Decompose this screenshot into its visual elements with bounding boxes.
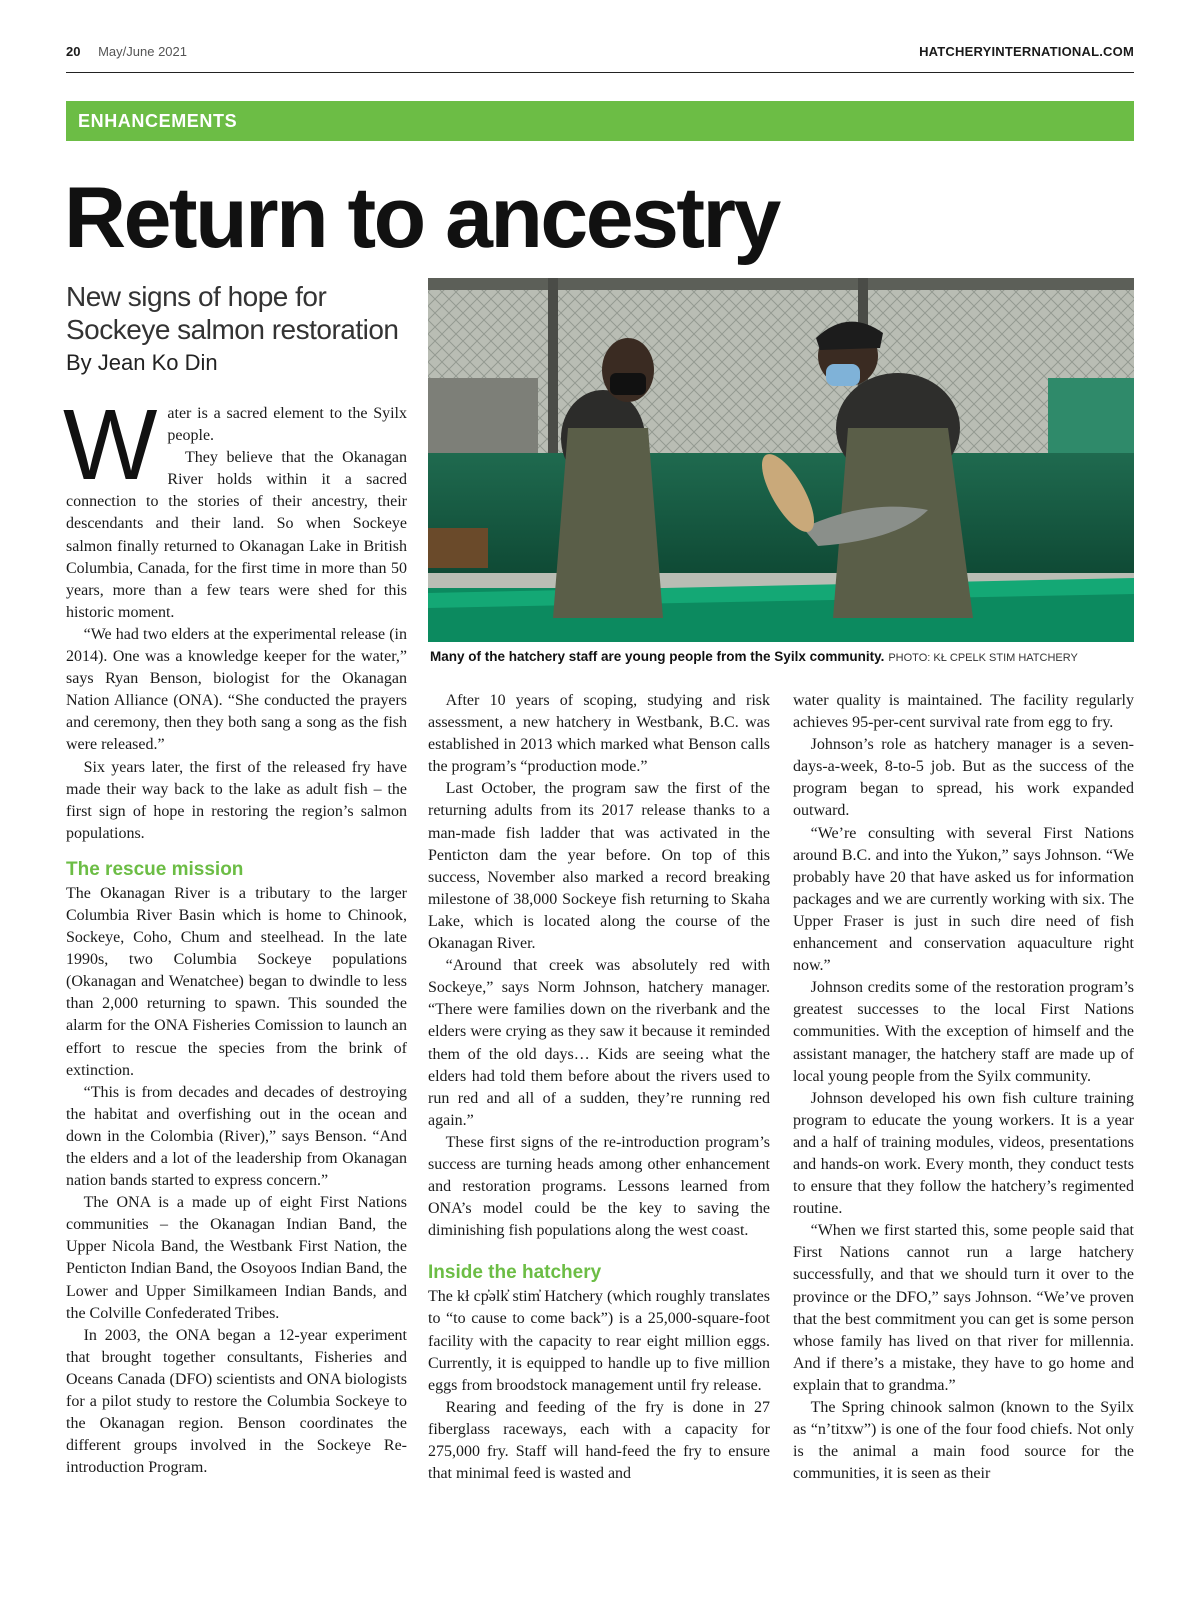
paragraph: Rearing and feeding of the fry is done in 27 fiberglass raceways, each with a capacity for 275,000 fry. Staff will hand-feed the fry to ensure that minimal feed is wasted and xyxy=(428,1398,770,1483)
article-title: Return to ancestry xyxy=(64,170,779,266)
photo-credit: PHOTO: KŁ CPELK STIM HATCHERY xyxy=(888,652,1078,664)
paragraph: In 2003, the ONA began a 12-year experiment that brought together consultants, Fisheries and Oceans Canada (DFO) scientists and ONA biologists for a pilot study to restore the Columbia Sockeye to the Okanagan region. Benson coordinates the different groups involved in the Sockeye Re-introduction Program. xyxy=(66,1326,407,1477)
site-url: HATCHERYINTERNATIONAL.COM xyxy=(919,44,1134,59)
paragraph: “We’re consulting with several First Nations around B.C. and into the Yukon,” says Johnson. “We probably have 20 that have asked us for information packages and we are currently working with six. The Upper Fraser is just in such dire need of fish enhancement and conservation aquaculture right now.” xyxy=(793,824,1134,975)
page-header xyxy=(66,44,1134,73)
issue-date: May/June 2021 xyxy=(98,44,187,59)
lead-paragraph: Water is a sacred element to the Syilx people. xyxy=(63,389,407,501)
article-deck: New signs of hope for Sockeye salmon restoration xyxy=(66,281,399,345)
paragraph: Johnson credits some of the restoration program’s greatest successes to the local First Nations communities. With the exception of himself and the assistant manager, the hatchery staff are made up of local young people from the Syilx community. xyxy=(793,979,1134,1085)
paragraph: “This is from decades and decades of destroying the habitat and overfishing out in the ocean and down in the Colombia (River),” says Benson. “And the elders and a lot of the leadership from Okanagan nation bands started to express concern.” xyxy=(66,1083,407,1190)
paragraph: Johnson developed his own fish culture training program to educate the young workers. It is a year and a half of training modules, videos, presentations and hands-on work. Every month, they conduct tests to ensure that they follow the hatchery’s regimented routine. xyxy=(793,1089,1134,1218)
byline: By Jean Ko Din xyxy=(66,350,218,375)
paragraph: After 10 years of scoping, studying and risk assessment, a new hatchery in Westbank, B.C. was established in 2013 which marked what Benson calls the program’s “production mode.” xyxy=(428,692,770,776)
paragraph: The Okanagan River is a tributary to the larger Columbia River Basin which is home to Chinook, Sockeye, Coho, Chum and steelhead. In the late 1990s, two Columbia Sockeye populations (Okanagan and Wenatchee) began to dwindle to less than 2,000 returning to spawn. This sounded the alarm for the ONA Fisheries Comission to launch an effort to rescue the species from the brink of extinction. xyxy=(66,884,407,1079)
photo-caption xyxy=(430,649,1136,664)
paragraph: They believe that the Okanagan River holds within it a sacred connection to the stories of their ancestry, their descendants and their land. So when Sockeye salmon finally returned to Okanagan Lake in British Columbia, Canada, for the first time in more than 50 years, more than a few tears were shed for this historic moment. xyxy=(66,449,407,621)
paragraph: The ONA is a made up of eight First Nations communities – the Okanagan Indian Band, the Upper Nicola Band, the Westbank First Nation, the Penticton Indian Band, the Osoyoos Indian Band, the Lower and Upper Similkameen Indian Bands, and the Colville Confederated Tribes. xyxy=(66,1194,407,1322)
paragraph: “When we first started this, some people said that First Nations cannot run a large hatchery successfully, and that we should turn it over to the province or the DFO,” says Johnson. “We’ve proven that the best commitment you can get is some person whose family has lived on that river for millennia. And if there’s a mistake, they have to go home and explain that to grandma.” xyxy=(793,1222,1134,1394)
subhead-rescue-mission: The rescue mission xyxy=(66,858,244,880)
caption-text: Many of the hatchery staff are young people from the Syilx community. xyxy=(430,649,885,664)
paragraph: These first signs of the re-introduction program’s success are turning heads among other enhancement and restoration programs. Lessons learned from ONA’s model could be the key to saving the diminishing fish populations along the west coast. xyxy=(428,1133,770,1240)
paragraph: water quality is maintained. The facility regularly achieves 95-per-cent survival rate from egg to fry. xyxy=(793,692,1134,732)
paragraph: Six years later, the first of the released fry have made their way back to the lake as adult fish – the first sign of hope in restoring the region’s salmon populations. xyxy=(66,758,407,842)
paragraph: The Spring chinook salmon (known to the Syilx as “n’titxw”) is one of the four food chiefs. Not only is the animal a main food source for the communities, it is seen as their xyxy=(793,1399,1134,1483)
subhead-inside-hatchery: Inside the hatchery xyxy=(428,1262,602,1284)
paragraph: The kł cp̓əlk̓ stim̓ Hatchery (which roughly translates to “to cause to come back”) is a 25,000-square-foot facility with the capacity to rear eight million eggs. Currently, it is equipped to handle up to five million eggs from broodstock management until fry release. xyxy=(428,1288,770,1394)
page-number: 20 xyxy=(66,44,81,59)
paragraph: “Around that creek was absolutely red with Sockeye,” says Norm Johnson, hatchery manager. “There were families down on the riverbank and the elders were crying as they saw it because it reminded them of the old days… Kids are seeing what the elders had told them before about the rivers used to run red and all of a sudden, they’re running red again.” xyxy=(428,957,770,1129)
paragraph: Last October, the program saw the first of the returning adults from its 2017 release thanks to a man-made fish ladder that was activated in the Penticton dam the year before. On top of this success, November also marked a record breaking milestone of 38,000 Sockeye fish returning to Skaha Lake, which is located along the course of the Okanagan River. xyxy=(428,780,770,953)
column-1 xyxy=(63,389,407,1479)
drop-cap: W xyxy=(63,389,158,501)
column-2 xyxy=(428,690,770,1485)
section-label: ENHANCEMENTS xyxy=(66,101,1134,141)
column-3 xyxy=(793,690,1134,1485)
paragraph: “We had two elders at the experimental release (in 2014). One was a knowledge keeper for the water,” says Ryan Benson, biologist for the Okanagan Nation Alliance (ONA). “She conducted the prayers and ceremony, then they both sang a song as the fish were released.” xyxy=(66,625,407,754)
paragraph: Johnson’s role as hatchery manager is a seven-days-a-week, 8-to-5 job. But as the success of the program began to spread, his work expanded outward. xyxy=(793,736,1134,820)
hatchery-photo xyxy=(428,278,1134,642)
